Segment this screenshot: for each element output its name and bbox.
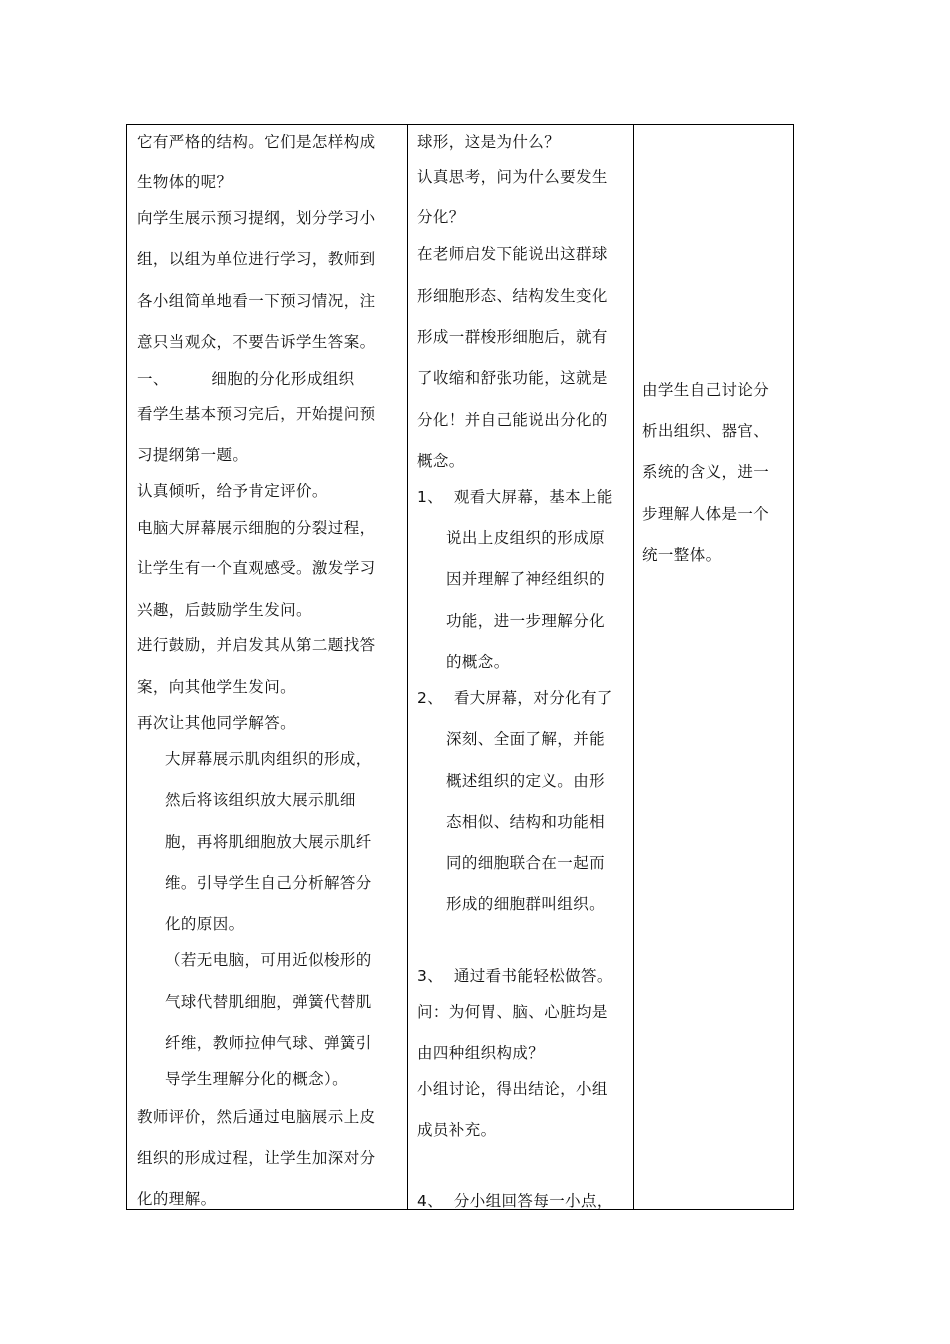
text-line: 看学生基本预习完后，开始提问预 — [137, 405, 376, 423]
text-line: 习提纲第一题。 — [137, 446, 249, 464]
text-line: 教师评价，然后通过电脑展示上皮 — [137, 1108, 376, 1126]
text-line: 组织的形成过程，让学生加深对分 — [137, 1149, 376, 1167]
text-line: 步理解人体是一个 — [642, 505, 770, 523]
section-heading: 一、 细胞的分化形成组织 — [137, 370, 355, 388]
text-line: （若无电脑，可用近似梭形的 — [165, 951, 372, 969]
numbered-item: 3、 通过看书能轻松做答。 — [417, 967, 613, 985]
text-line: 系统的含义，进一 — [642, 463, 770, 481]
text-line: 形细胞形态、结构发生变化 — [417, 287, 608, 305]
text-line: 在老师启发下能说出这群球 — [417, 245, 608, 263]
text-line: 了收缩和舒张功能，这就是 — [417, 369, 608, 387]
numbered-item: 2、 看大屏幕，对分化有了 — [417, 689, 613, 707]
text-line: 化的理解。 — [137, 1190, 217, 1208]
text-line: 因并理解了神经组织的 — [446, 570, 606, 588]
text-line: 化的原因。 — [165, 915, 245, 933]
text-line: 概念。 — [417, 452, 465, 470]
text-line: 的概念。 — [446, 653, 510, 671]
teacher-activity-cell — [127, 125, 407, 1209]
text-line: 态相似、结构和功能相 — [446, 813, 606, 831]
student-activity-cell — [408, 125, 633, 1209]
text-line: 概述组织的定义。由形 — [446, 772, 606, 790]
text-line: 组，以组为单位进行学习，教师到 — [137, 250, 376, 268]
text-line: 说出上皮组织的形成原 — [446, 529, 606, 547]
text-line: 胞，再将肌细胞放大展示肌纤 — [165, 833, 372, 851]
numbered-item: 1、 观看大屏幕，基本上能 — [417, 488, 613, 506]
text-line: 意只当观众，不要告诉学生答案。 — [137, 333, 376, 351]
text-line: 分化？ — [417, 208, 465, 226]
text-line: 认真倾听，给予肯定评价。 — [137, 482, 328, 500]
text-line: 生物体的呢？ — [137, 173, 233, 191]
text-line: 再次让其他同学解答。 — [137, 714, 297, 732]
text-line: 导学生理解分化的概念）。 — [165, 1070, 349, 1088]
text-line: 由学生自己讨论分 — [642, 381, 770, 399]
text-line: 形成的细胞群叫组织。 — [446, 895, 606, 913]
text-line: 形成一群梭形细胞后，就有 — [417, 328, 608, 346]
text-line: 小组讨论，得出结论，小组 — [417, 1080, 608, 1098]
text-line: 认真思考，问为什么要发生 — [417, 168, 608, 186]
text-line: 然后将该组织放大展示肌细 — [165, 791, 356, 809]
text-line: 问：为何胃、脑、心脏均是 — [417, 1003, 608, 1021]
lesson-table — [126, 124, 794, 1210]
text-line: 它有严格的结构。它们是怎样构成 — [137, 133, 376, 151]
text-line: 兴趣，后鼓励学生发问。 — [137, 601, 312, 619]
text-line: 纤维，教师拉伸气球、弹簧引 — [165, 1034, 372, 1052]
text-line: 成员补充。 — [417, 1121, 497, 1139]
text-line: 气球代替肌细胞，弹簧代替肌 — [165, 993, 372, 1011]
text-line: 功能，进一步理解分化 — [446, 612, 606, 630]
text-line: 案，向其他学生发问。 — [137, 678, 297, 696]
text-line: 进行鼓励，并启发其从第二题找答 — [137, 636, 376, 654]
text-line: 同的细胞联合在一起而 — [446, 854, 606, 872]
text-line: 析出组织、器官、 — [642, 422, 770, 440]
text-line: 电脑大屏幕展示细胞的分裂过程， — [137, 519, 376, 537]
text-line: 各小组简单地看一下预习情况，注 — [137, 292, 376, 310]
text-line: 让学生有一个直观感受。激发学习 — [137, 559, 376, 577]
text-line: 球形，这是为什么？ — [417, 133, 561, 151]
text-line: 由四种组织构成？ — [417, 1044, 545, 1062]
text-line: 向学生展示预习提纲，划分学习小 — [137, 209, 376, 227]
text-line: 深刻、全面了解，并能 — [446, 730, 606, 748]
text-line: 分化！并自己能说出分化的 — [417, 411, 608, 429]
numbered-item: 4、 分小组回答每一小点， — [417, 1192, 613, 1210]
design-intent-cell — [634, 125, 794, 1209]
text-line: 维。引导学生自己分析解答分 — [165, 874, 372, 892]
text-line: 大屏幕展示肌肉组织的形成， — [165, 750, 372, 768]
text-line: 统一整体。 — [642, 546, 722, 564]
